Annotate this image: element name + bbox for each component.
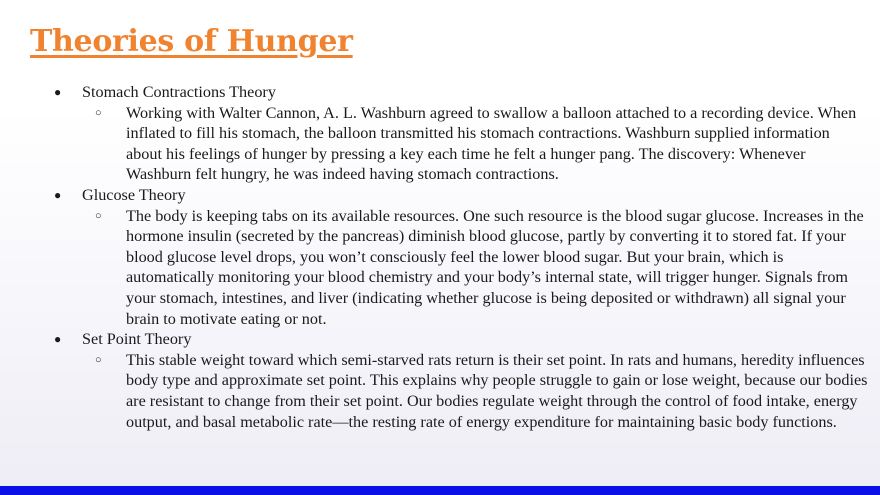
detail-stomach-contractions (48, 103, 868, 185)
slide-title: Theories of Hunger (30, 24, 353, 59)
bullet-filled-icon: ● (54, 85, 62, 99)
bullet-filled-icon: ● (54, 187, 62, 202)
bullet-filled-icon: ● (54, 332, 62, 347)
detail-text: Working with Walter Cannon, A. L. Washburn agreed to swallow a balloon attached to a recording device. When inflated to fill his stomach, the balloon transmitted his stomach contractions. Washburn supplied information about his feelings of hunger by pressing a key each time he felt a hunger pang. The discovery: Whenever Washburn felt hungry, he was indeed having stomach contractions. (126, 103, 857, 184)
topic-stomach-contractions (48, 82, 868, 103)
detail-text: The body is keeping tabs on its available resources. One such resource is the blood sugar glucose. Increases in the hormone insulin (secreted by the pancreas) diminish blood glucose, partly by converting it to stored fat. If your blood glucose level drops, you won’t consciously feel the lower blood sugar. But your brain, which is automatically monitoring your blood chemistry and your body’s internal state, will trigger hunger. Signals from your stomach, intestines, and liver (indicating whether glucose is being deposited or withdrawn) all signal your brain to motivate eating or not. (126, 206, 864, 328)
detail-glucose (48, 206, 868, 330)
topic-heading: Glucose Theory (82, 185, 186, 204)
bullet-hollow-icon: ○ (95, 353, 102, 366)
slide-content (48, 82, 868, 432)
topic-heading: Stomach Contractions Theory (82, 83, 276, 101)
bottom-accent-bar (0, 486, 880, 495)
topic-set-point (48, 329, 868, 350)
topic-glucose (48, 185, 868, 206)
bullet-hollow-icon: ○ (95, 106, 102, 119)
bullet-hollow-icon: ○ (95, 209, 102, 222)
detail-text: This stable weight toward which semi-starved rats return is their set point. In rats and humans, heredity influences body type and approximate set point. This explains why people struggle to gain or lose weight, because our bodies are resistant to change from their set point. Our bodies regulate weight through the control of food intake, energy output, and basal metabolic rate—the resting rate of energy expenditure for maintaining basic body functions. (126, 350, 868, 431)
topic-heading: Set Point Theory (82, 330, 192, 349)
detail-set-point (48, 350, 868, 432)
